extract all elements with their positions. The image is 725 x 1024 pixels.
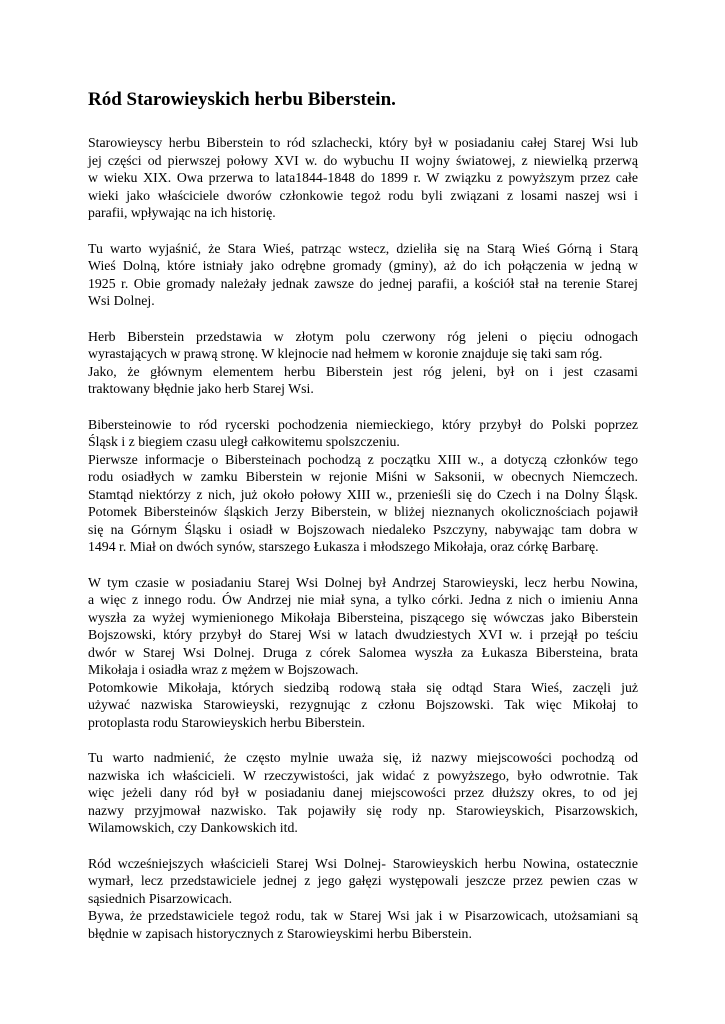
text-line: błędnie w zapisach historycznych z Starowieyskimi herbu Biberstein. — [88, 925, 472, 941]
text-line: Śląsk i z biegiem czasu uległ całkowitemu spolszczeniu. — [88, 434, 400, 449]
text-line: Bibersteinowie to ród rycerski pochodzenia niemieckiego, który przybył do Polski poprzez — [88, 416, 638, 432]
text-line: traktowany błędnie jako herb Starej Wsi. — [88, 381, 314, 396]
text-line: 1494 r. Miał on dwóch synów, starszego Łukasza i młodszego Mikołaja, oraz córkę Barbarę. — [88, 539, 599, 554]
page-title: Ród Starowieyskich herbu Biberstein. — [88, 89, 396, 110]
text-line: W tym czasie w posiadaniu Starej Wsi Dolnej był Andrzej Starowieyski, lecz herbu Nowina, — [88, 574, 638, 590]
text-line: nazwy przyjmował nazwisko. Tak pojawiły się rody np. Starowieyskich, Pisarzowskich, — [88, 802, 638, 818]
text-line: Wilamowskich, czy Dankowskich itd. — [88, 820, 298, 835]
text-line: a więc z innego rodu. Ów Andrzej nie miał syna, a tylko córki. Jedna z nich o imieniu Anna — [88, 592, 638, 607]
text-line: Stamtąd niektórzy z nich, już około połowy XIII w., przenieśli się do Czech i na Dolny Śląsk. — [88, 486, 638, 502]
paragraph — [88, 134, 638, 222]
text-line: Mikołaja i osiadła wraz z mężem w Bojszowach. — [88, 662, 359, 677]
text-line: 1925 r. Obie gromady należały jednak zawsze do jednej parafii, a kościół stał na terenie Starej — [88, 275, 638, 291]
text-line: wyrastających w prawą stronę. W klejnocie nad hełmem w koronie znajduje się taki sam róg. — [88, 346, 603, 361]
text-line: rodu osiadłych w zamku Biberstein w rejonie Miśni w Saksonii, w obecnych Niemczech. — [88, 469, 638, 484]
text-line: Bojszowski, który przybył do Starej Wsi w latach dwudziestych XVI w. i przejął po teściu — [88, 627, 638, 642]
text-line: Potomkowie Mikołaja, których siedzibą rodową stała się odtąd Stara Wieś, zaczęli już — [88, 679, 638, 695]
text-line: Starowieyscy herbu Biberstein to ród szlachecki, który był w posiadaniu całej Starej Wsi lub — [88, 135, 638, 150]
text-line: Herb Biberstein przedstawia w złotym polu czerwony róg jeleni o pięciu odnogach — [88, 328, 638, 344]
text-line: używać nazwiska Starowieyski, rezygnując z członu Bojszowski. Tak więc Mikołaj to — [88, 697, 638, 712]
text-line: Jako, że głównym elementem herbu Biberstein jest róg jeleni, był on i jest czasami — [88, 363, 638, 379]
text-line: sąsiednich Pisarzowicach. — [88, 890, 233, 906]
text-line: Wsi Dolnej. — [88, 293, 155, 308]
paragraph — [88, 574, 638, 732]
text-line: parafii, wpływając na ich historię. — [88, 205, 276, 220]
text-line: nazwiska ich właścicieli. W rzeczywistości, jak widać z powyższego, było odwrotnie. Tak — [88, 767, 638, 783]
text-line: jej części od pierwszej połowy XVI w. do wybuchu II wojny światowej, z niewielką przerwą — [88, 152, 638, 168]
paragraph — [88, 749, 638, 837]
text-line: wieki jako właściciele dworów członkowie tegoż rodu byli związani z losami naszej wsi i — [88, 187, 638, 203]
text-line: się na Górnym Śląsku i osiadł w Bojszowach niedaleko Pszczyny, nabywając tam dobra w — [88, 521, 638, 537]
text-line: Ród wcześniejszych właścicieli Starej Wsi Dolnej- Starowieyskich herbu Nowina, ostatecznie — [88, 855, 638, 871]
text-line: Tu warto wyjaśnić, że Stara Wieś, patrząc wstecz, dzieliła się na Starą Wieś Górną i Starą — [88, 240, 638, 256]
text-line: Pierwsze informacje o Bibersteinach pochodzą z początku XIII w., a dotyczą członków tego — [88, 451, 638, 467]
paragraph — [88, 240, 638, 310]
text-line: dwór w Starej Wsi Dolnej. Druga z córek Salomea wyszła za Łukasza Bibersteina, brata — [88, 644, 638, 660]
text-line: wymarł, lecz przedstawiciele jednej z jego gałęzi występowali jeszcze przez pewien czas w — [88, 873, 638, 888]
paragraph — [88, 416, 638, 556]
text-line: protoplasta rodu Starowieyskich herbu Biberstein. — [88, 714, 366, 730]
text-line: więc jeżeli dany ród był w posiadaniu danej miejscowości przez dłuższy okres, to od jej — [88, 785, 638, 800]
text-line: Bywa, że przedstawiciele tegoż rodu, tak w Starej Wsi jak i w Pisarzowicach, utożsamiani są — [88, 908, 638, 923]
text-line: wyszła za wyżej wymienionego Mikołaja Bibersteina, piszącego się wówczas jako Biberstein — [88, 609, 638, 625]
text-line: Wieś Dolną, które istniały jako odrębne gromady (gminy), aż do ich połączenia w jedną w — [88, 258, 638, 273]
text-line: w wieku XIX. Owa przerwa to lata1844-1848 do 1899 r. W związku z powyższym przez całe — [88, 170, 638, 185]
paragraph — [88, 328, 638, 398]
text-line: Tu warto nadmienić, że często mylnie uważa się, iż nazwy miejscowości pochodzą od — [88, 750, 638, 765]
paragraph — [88, 855, 638, 943]
text-line: Potomek Bibersteinów śląskich Jerzy Biberstein, w bliżej nieznanych okolicznościach pojawił — [88, 504, 638, 519]
document-body — [88, 134, 638, 960]
